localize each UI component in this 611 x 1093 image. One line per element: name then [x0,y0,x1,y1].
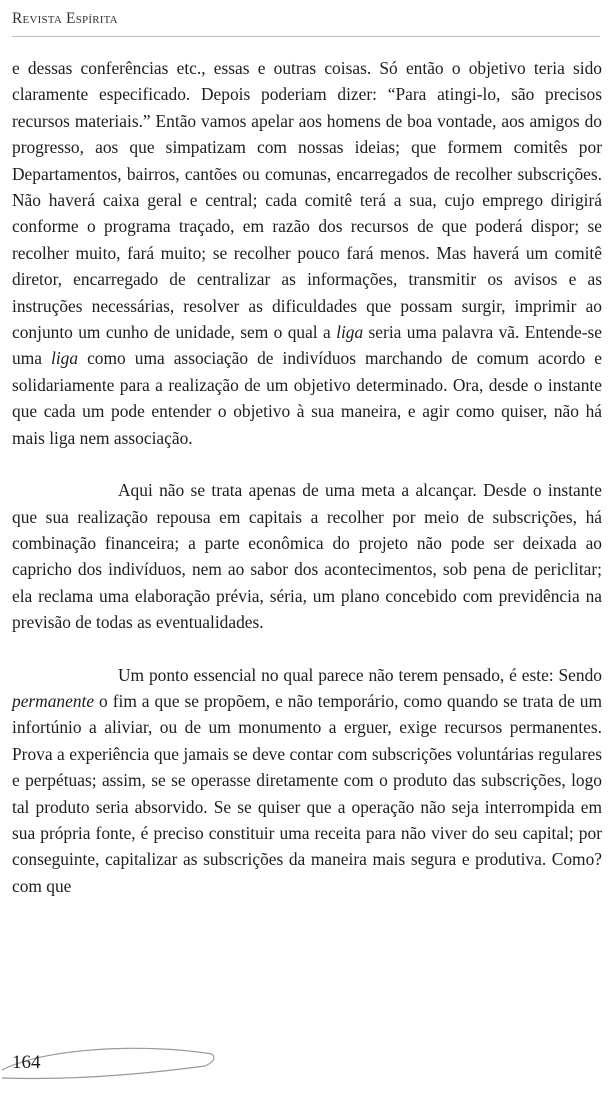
running-header: Revista Espírita [12,10,118,27]
text-run: o fim a que se propõem, e não temporário, como quando se trata de um infortúnio a aliviar, ou de um monumento a erguer, exige recursos permanentes. Prova a experiência que jamais se deve contar com subscrições voluntárias regulares e perpétuas; assim, se se operasse diretamente com o produto das subscrições, logo tal produto seria absorvido. Se se quiser que a operação não seja interrompida em sua própria fonte, é preciso constituir uma receita para não viver do seu capital; por conseguinte, capitalizar as subscrições da maneira mais segura e produtiva. Como? com que [12,690,602,896]
paragraph [12,662,602,900]
paragraph [12,55,602,451]
text-run: Um ponto essencial no qual parece não terem pensado, é este: Sendo [118,664,602,685]
paragraph-gap [12,636,602,662]
italic-term: liga [336,322,364,343]
italic-term: liga [50,348,79,369]
page-number: 164 [12,1052,41,1073]
text-run: seria uma palavra vã. Entende-se uma [12,322,602,369]
paragraph-gap [12,451,602,477]
text-run: e dessas conferências etc., essas e outras coisas. Só então o objetivo teria sido claramente especificado. Depois poderiam dizer: “Para atingi-lo, são precisos recursos materiais.” Então vamos apelar aos homens de boa vontade, aos amigos do progresso, aos que simpatizam com nossas ideias; que formem comitês por Departamentos, bairros, cantões ou comunas, encarregados de recolher subscrições. Não haverá caixa geral e central; cada comitê terá a sua, cujo emprego dirigirá conforme o programa traçado, em razão dos recursos de que poderá dispor; se recolher muito, fará muito; se recolher pouco fará menos. Mas haverá um comitê diretor, encarregado de centralizar as informações, transmitir os avisos e as instruções necessárias, resolver as dificuldades que possam surgir, imprimir ao conjunto um cunho de unidade, sem o qual a [12,58,602,343]
body-text [12,55,602,899]
text-run: Aqui não se trata apenas de uma meta a alcançar. Desde o instante que sua realização repousa em capitais a recolher por meio de subscrições, há combinação financeira; a parte econômica do projeto não pode ser deixada ao capricho dos indivíduos, nem ao sabor dos acontecimentos, sob pena de periclitar; ela reclama uma elaboração prévia, séria, um plano concebido com previdência na previsão de todas as eventualidades. [12,480,602,633]
paragraph [12,477,602,635]
italic-term: permanente [12,690,95,711]
text-run: como uma associação de indivíduos marchando de comum acordo e solidariamente para a realização de um objetivo determinado. Ora, desde o instante que cada um pode entender o objetivo à sua maneira, e agir como quiser, não há mais liga nem associação. [12,348,603,448]
header-rule [12,36,600,37]
